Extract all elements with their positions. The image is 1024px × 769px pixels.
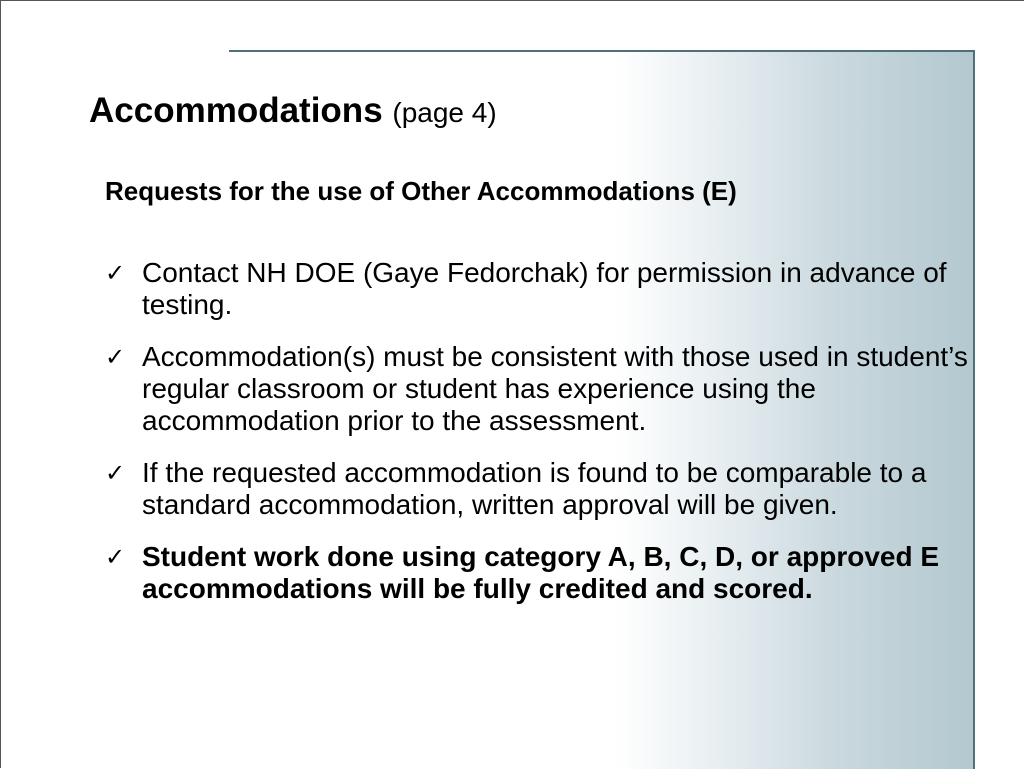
title-page-suffix: (page 4) (392, 97, 497, 128)
bullet-text: Student work done using category A, B, C, D, or approved E accommodations will be fully credited and scored. (142, 541, 940, 604)
slide-title (89, 89, 497, 135)
check-icon: ✓ (105, 259, 126, 287)
bullet-text: Accommodation(s) must be consistent with those used in student’s regular classroom or student has experience using the accommodation prior to the assessment. (142, 341, 968, 436)
check-icon: ✓ (105, 459, 126, 487)
bullet-item (105, 257, 985, 321)
check-icon: ✓ (105, 543, 126, 571)
bullet-text: Contact NH DOE (Gaye Fedorchak) for permission in advance of testing. (142, 257, 947, 320)
bullet-item (105, 457, 985, 521)
title-main: Accommodations (89, 91, 383, 130)
bullet-list (105, 257, 985, 625)
check-icon: ✓ (105, 343, 126, 371)
bullet-text: If the requested accommodation is found to be comparable to a standard accommodation, written approval will be given. (142, 457, 927, 520)
bullet-item (105, 341, 985, 437)
slide-subtitle: Requests for the use of Other Accommodations (E) (105, 176, 737, 206)
bullet-item-emphasized (105, 541, 985, 605)
